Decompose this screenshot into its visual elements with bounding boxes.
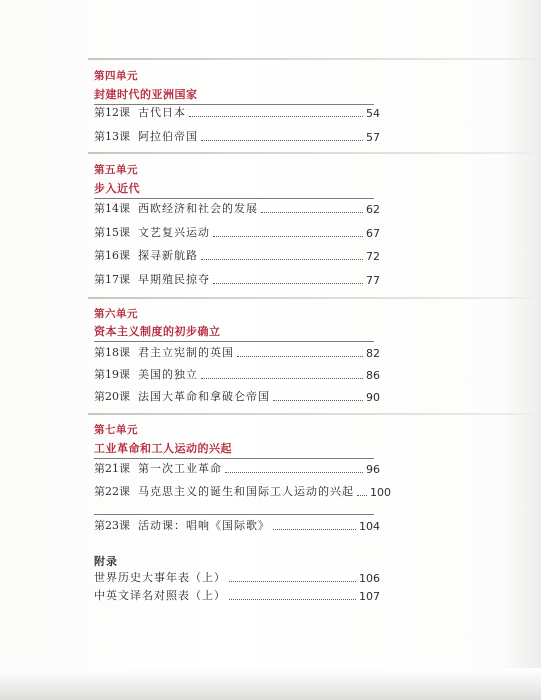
lesson-number: 第22课 [94,485,130,498]
unit-divider-band [88,413,541,415]
lesson-number: 第20课 [94,390,130,403]
lesson-number: 第13课 [94,130,130,143]
toc-entry[interactable] [94,104,380,120]
dot-leader [225,472,363,473]
dot-leader [201,140,363,141]
unit-title: 资本主义制度的初步确立 [94,325,221,338]
lesson-number: 第23课 [94,519,130,532]
toc-entry[interactable] [94,200,380,216]
toc-entry[interactable] [94,128,380,144]
unit-label: 第四单元 [94,70,138,82]
lesson-title: 活动课：唱响《国际歌》 [138,519,270,532]
section-rule [94,514,374,515]
lesson-title: 第一次工业革命 [138,462,222,475]
toc-entry-appendix[interactable] [94,569,380,585]
lesson-title: 法国大革命和拿破仑帝国 [138,390,270,403]
unit-label: 第五单元 [94,164,138,176]
page-number: 62 [366,203,380,216]
page-number: 72 [366,250,380,263]
unit-rule [94,341,374,342]
lesson-number: 第14课 [94,202,130,215]
appendix-item-title: 中英文译名对照表（上） [94,589,226,602]
lesson-title: 早期殖民掠夺 [138,273,210,286]
page-number: 106 [359,572,380,585]
lesson-number: 第21课 [94,462,130,475]
page-bottom-shadow [0,668,541,700]
toc-entry[interactable] [94,483,391,499]
dot-leader [201,378,363,379]
page-number: 90 [366,391,380,404]
unit-label: 第七单元 [94,424,138,436]
toc-entry-activity[interactable] [94,517,380,533]
page-number: 107 [359,590,380,603]
page-edge-shadow [500,0,541,700]
lesson-title: 马克思主义的诞生和国际工人运动的兴起 [138,485,354,498]
dot-leader [273,529,356,530]
lesson-title: 文艺复兴运动 [138,226,210,239]
dot-leader [213,283,363,284]
appendix-item-title: 世界历史大事年表（上） [94,571,226,584]
page-number: 86 [366,369,380,382]
lesson-title: 古代日本 [138,106,186,119]
unit-rule [94,198,374,199]
lesson-title: 西欧经济和社会的发展 [138,202,258,215]
lesson-number: 第19课 [94,368,130,381]
toc-entry[interactable] [94,224,380,240]
page-number: 57 [366,131,380,144]
dot-leader [261,212,363,213]
dot-leader [273,400,363,401]
unit-rule [94,458,374,459]
dot-leader [213,236,363,237]
lesson-number: 第18课 [94,346,130,359]
toc-entry[interactable] [94,460,380,476]
lesson-title: 阿拉伯帝国 [138,130,198,143]
page-number: 67 [366,227,380,240]
dot-leader [201,259,363,260]
unit-title: 步入近代 [94,182,140,195]
lesson-number: 第17课 [94,273,130,286]
page-number: 54 [366,107,380,120]
lesson-title: 君主立宪制的英国 [138,346,234,359]
lesson-number: 第15课 [94,226,130,239]
lesson-title: 美国的独立 [138,368,198,381]
lesson-number: 第12课 [94,106,130,119]
dot-leader [189,116,363,117]
lesson-number: 第16课 [94,249,130,262]
unit-title: 封建时代的亚洲国家 [94,88,198,101]
unit-title: 工业革命和工人运动的兴起 [94,442,232,455]
page-number: 96 [366,463,380,476]
dot-leader [229,581,356,582]
page-number: 100 [370,486,391,499]
toc-entry-appendix[interactable] [94,587,380,603]
toc-entry[interactable] [94,388,380,404]
page-number: 104 [359,520,380,533]
lesson-title: 探寻新航路 [138,249,198,262]
unit-label: 第六单元 [94,308,138,320]
appendix-title: 附录 [94,555,118,568]
unit-divider-band [88,152,541,154]
dot-leader [237,356,363,357]
unit-divider-band [88,297,541,299]
page-number: 82 [366,347,380,360]
toc-entry[interactable] [94,247,380,263]
unit-divider-band [88,58,541,60]
toc-entry[interactable] [94,344,380,360]
page-number: 77 [366,274,380,287]
dot-leader [357,495,367,496]
toc-entry[interactable] [94,271,380,287]
dot-leader [229,599,356,600]
toc-entry[interactable] [94,366,380,382]
